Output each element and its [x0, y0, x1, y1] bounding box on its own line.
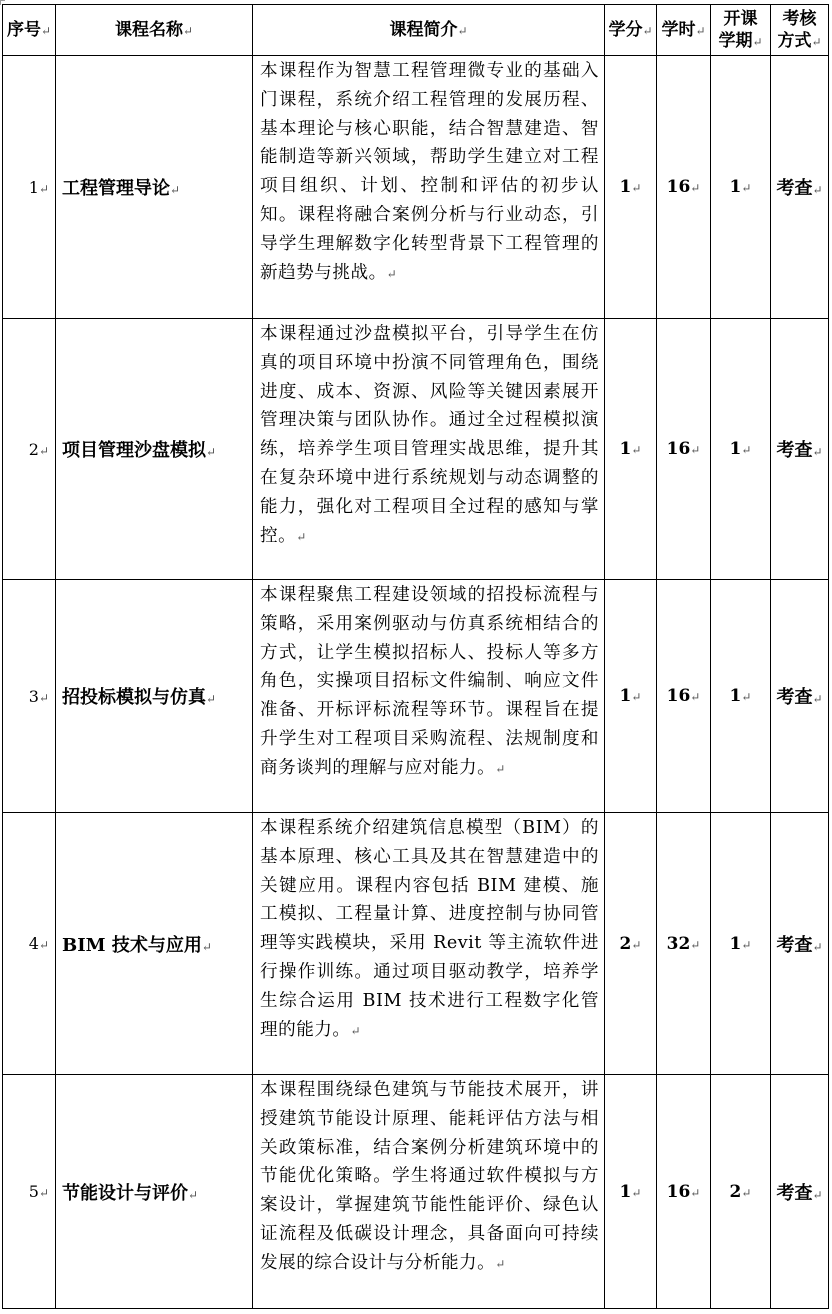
row-course-desc: 本课程聚焦工程建设领域的招投标流程与策略，采用案例驱动与仿真系统相结合的方式，让学生模拟招标人、投标人等多方角色，实操项目招标文件编制、响应文件准备、开标评标流程等环节。课程旨在提升学生对工程项目采购流程、法规制度和商务谈判的理解与应对能力。↵	[253, 580, 605, 813]
row-exam: 考查↵	[771, 56, 829, 319]
row-course-desc: 本课程通过沙盘模拟平台，引导学生在仿真的项目环境中扮演不同管理角色，围绕进度、成本、资源、风险等关键因素展开管理决策与团队协作。通过全过程模拟演练，培养学生项目管理实战思维，提升其在复杂环境中进行系统规划与动态调整的能力，强化对工程项目全过程的感知与掌控。↵	[253, 319, 605, 580]
course-table	[2, 4, 829, 1309]
table-row	[3, 813, 829, 1075]
header-course-name: 课程名称↵	[56, 5, 253, 56]
row-hours: 16↵	[657, 580, 711, 813]
row-course-desc: 本课程作为智慧工程管理微专业的基础入门课程，系统介绍工程管理的发展历程、基本理论与核心职能，结合智慧建造、智能制造等新兴领域，帮助学生建立对工程项目组织、计划、控制和评估的初步认知。课程将融合案例分析与行业动态，引导学生理解数字化转型背景下工程管理的新趋势与挑战。↵	[253, 56, 605, 319]
row-hours: 32↵	[657, 813, 711, 1075]
table-row	[3, 580, 829, 813]
row-credit: 1↵	[605, 319, 657, 580]
row-seq: 2↵	[3, 319, 56, 580]
table-row	[3, 319, 829, 580]
row-hours: 16↵	[657, 1075, 711, 1309]
row-exam: 考查↵	[771, 580, 829, 813]
row-credit: 1↵	[605, 56, 657, 319]
row-exam: 考查↵	[771, 1075, 829, 1309]
row-term: 2↵	[711, 1075, 771, 1309]
header-credit: 学分↵	[605, 5, 657, 56]
row-hours: 16↵	[657, 56, 711, 319]
row-exam: 考查↵	[771, 813, 829, 1075]
row-term: 1↵	[711, 813, 771, 1075]
header-term: 开课 学期↵	[711, 5, 771, 56]
row-course-name: 工程管理导论↵	[56, 56, 253, 319]
row-seq: 5↵	[3, 1075, 56, 1309]
table-row	[3, 56, 829, 319]
row-seq: 1↵	[3, 56, 56, 319]
table-header-row	[3, 5, 829, 56]
row-credit: 1↵	[605, 1075, 657, 1309]
row-term: 1↵	[711, 580, 771, 813]
header-hours: 学时↵	[657, 5, 711, 56]
table-row	[3, 1075, 829, 1309]
row-credit: 2↵	[605, 813, 657, 1075]
row-term: 1↵	[711, 319, 771, 580]
row-credit: 1↵	[605, 580, 657, 813]
row-term: 1↵	[711, 56, 771, 319]
row-course-desc: 本课程系统介绍建筑信息模型（BIM）的基本原理、核心工具及其在智慧建造中的关键应用。课程内容包括 BIM 建模、施工模拟、工程量计算、进度控制与协同管理等实践模块，采用 Revit 等主流软件进行操作训练。通过项目驱动教学，培养学生综合运用 BIM 技术进行工程数字化管理的能力。↵	[253, 813, 605, 1075]
row-course-name: 招投标模拟与仿真↵	[56, 580, 253, 813]
header-course-desc: 课程简介↵	[253, 5, 605, 56]
row-exam: 考查↵	[771, 319, 829, 580]
header-seq: 序号↵	[3, 5, 56, 56]
row-course-desc: 本课程围绕绿色建筑与节能技术展开，讲授建筑节能设计原理、能耗评估方法与相关政策标准，结合案例分析建筑环境中的节能优化策略。学生将通过软件模拟与方案设计，掌握建筑节能性能评价、绿色认证流程及低碳设计理念，具备面向可持续发展的综合设计与分析能力。↵	[253, 1075, 605, 1309]
row-course-name: 节能设计与评价↵	[56, 1075, 253, 1309]
row-course-name: 项目管理沙盘模拟↵	[56, 319, 253, 580]
row-seq: 3↵	[3, 580, 56, 813]
header-exam: 考核 方式↵	[771, 5, 829, 56]
row-seq: 4↵	[3, 813, 56, 1075]
row-course-name: BIM 技术与应用↵	[56, 813, 253, 1075]
row-hours: 16↵	[657, 319, 711, 580]
